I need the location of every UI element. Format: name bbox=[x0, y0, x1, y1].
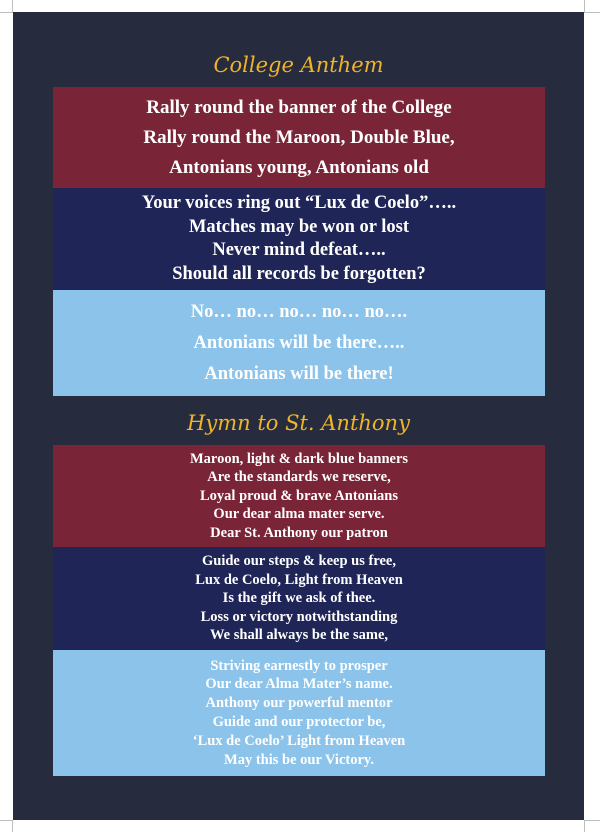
crop-mark bbox=[584, 12, 600, 13]
crop-mark bbox=[584, 820, 600, 821]
hymn-line: Dear St. Anthony our patron bbox=[210, 524, 388, 541]
anthem-line: Rally round the Maroon, Double Blue, bbox=[143, 126, 455, 148]
hymn-line: Striving earnestly to prosper bbox=[210, 657, 388, 674]
crop-mark bbox=[12, 820, 13, 832]
anthem-stanza-3 bbox=[53, 290, 545, 396]
anthem-card bbox=[13, 12, 584, 820]
hymn-line: Our dear Alma Mater’s name. bbox=[205, 676, 393, 693]
hymn-stanza-2 bbox=[53, 547, 545, 650]
hymn-line: Is the gift we ask of thee. bbox=[222, 590, 376, 607]
hymn-line: May this be our Victory. bbox=[224, 751, 374, 768]
crop-mark bbox=[584, 0, 585, 13]
hymn-line: Loyal proud & brave Antonians bbox=[200, 487, 398, 504]
hymn-line: We shall always be the same, bbox=[209, 627, 389, 644]
hymn-line: Are the standards we reserve, bbox=[207, 469, 391, 486]
hymn-line: Loss or victory notwithstanding bbox=[200, 608, 398, 625]
anthem-line: Rally round the banner of the College bbox=[146, 96, 452, 118]
hymn-line: Maroon, light & dark blue banners bbox=[189, 450, 409, 467]
hymn-title: Hymn to St. Anthony bbox=[187, 411, 410, 435]
hymn-line: Our dear alma mater serve. bbox=[213, 506, 385, 523]
hymn-line: Lux de Coelo, Light from Heaven bbox=[195, 571, 403, 588]
anthem-stanza-1 bbox=[53, 87, 545, 188]
crop-mark bbox=[584, 820, 585, 832]
anthem-line: Antonians will be there! bbox=[204, 363, 394, 384]
anthem-line: Antonians young, Antonians old bbox=[169, 156, 429, 178]
anthem-line: No… no… no… no… no…. bbox=[190, 301, 408, 322]
hymn-stanza-1 bbox=[53, 445, 545, 547]
anthem-stanza-2 bbox=[53, 188, 545, 290]
anthem-line: Should all records be forgotten? bbox=[172, 263, 426, 284]
anthem-title: College Anthem bbox=[213, 53, 384, 77]
anthem-line: Matches may be won or lost bbox=[188, 216, 410, 237]
hymn-line: Guide our steps & keep us free, bbox=[201, 553, 396, 570]
hymn-line: Anthony our powerful mentor bbox=[205, 695, 393, 712]
hymn-line: Guide and our protector be, bbox=[212, 714, 386, 730]
anthem-line: Antonians will be there….. bbox=[193, 332, 405, 353]
anthem-line: Never mind defeat….. bbox=[212, 240, 386, 260]
hymn-line: ‘Lux de Coelo’ Light from Heaven bbox=[192, 732, 406, 749]
hymn-stanza-3 bbox=[53, 650, 545, 776]
anthem-line: Your voices ring out “Lux de Coelo”….. bbox=[141, 193, 457, 213]
